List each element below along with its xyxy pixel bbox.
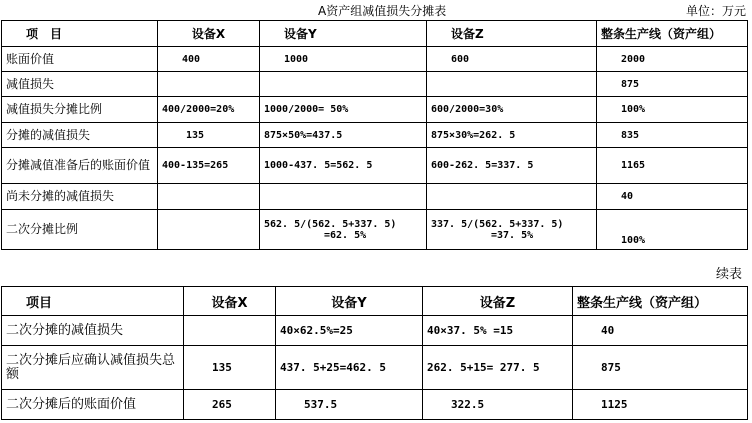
cell-y bbox=[260, 184, 427, 210]
cell-total: 1165 bbox=[597, 148, 748, 184]
cell-y: 40×62.5%=25 bbox=[276, 316, 423, 346]
cell-z: 600-262. 5=337. 5 bbox=[427, 148, 597, 184]
row-label: 二次分摊后的账面价值 bbox=[2, 390, 184, 420]
cell-total: 1125 bbox=[573, 390, 748, 420]
cell-z: 322.5 bbox=[423, 390, 573, 420]
header-y: 设备Y bbox=[260, 21, 427, 47]
cell-y bbox=[260, 210, 427, 250]
cell-z: 262. 5+15= 277. 5 bbox=[423, 346, 573, 390]
cell-z bbox=[427, 210, 597, 250]
cell-y: 437. 5+25=462. 5 bbox=[276, 346, 423, 390]
cell-x bbox=[158, 72, 260, 97]
row-label: 二次分摊的减值损失 bbox=[2, 316, 184, 346]
table-row bbox=[2, 346, 748, 390]
row-label: 二次分摊比例 bbox=[2, 210, 158, 250]
cell-z: 600/2000=30% bbox=[427, 97, 597, 123]
cell-y: 1000/2000= 50% bbox=[260, 97, 427, 123]
cell-y: 1000-437. 5=562. 5 bbox=[260, 148, 427, 184]
cell-y bbox=[260, 72, 427, 97]
cell-x bbox=[158, 210, 260, 250]
cell-y: 537.5 bbox=[276, 390, 423, 420]
table-row bbox=[2, 72, 748, 97]
unit-label: 单位：万元 bbox=[685, 4, 746, 18]
cell-x: 265 bbox=[184, 390, 276, 420]
cell-z bbox=[427, 72, 597, 97]
cell-total: 2000 bbox=[597, 47, 748, 72]
header-z: 设备Z bbox=[427, 21, 597, 47]
table-row bbox=[2, 184, 748, 210]
cell-x bbox=[158, 184, 260, 210]
table-row bbox=[2, 97, 748, 123]
allocation-table bbox=[1, 20, 748, 250]
row-label: 账面价值 bbox=[2, 47, 158, 72]
header-item: 项目 bbox=[2, 287, 184, 316]
cell-z bbox=[427, 184, 597, 210]
cell-z-line2: =37. 5% bbox=[491, 229, 534, 241]
cell-total: 100% bbox=[597, 97, 748, 123]
cell-z: 600 bbox=[427, 47, 597, 72]
row-label: 减值损失分摊比例 bbox=[2, 97, 158, 123]
cell-total: 875 bbox=[597, 72, 748, 97]
cell-y: 875×50%=437.5 bbox=[260, 123, 427, 148]
header-x: 设备X bbox=[184, 287, 276, 316]
cell-x: 400/2000=20% bbox=[158, 97, 260, 123]
cell-z: 875×30%=262. 5 bbox=[427, 123, 597, 148]
cell-total: 100% bbox=[597, 210, 748, 250]
table-header-row bbox=[2, 287, 748, 316]
row-label: 分摊的减值损失 bbox=[2, 123, 158, 148]
cell-total: 40 bbox=[573, 316, 748, 346]
header-total: 整条生产线（资产组） bbox=[573, 287, 748, 316]
cell-total: 40 bbox=[597, 184, 748, 210]
cell-total: 835 bbox=[597, 123, 748, 148]
cell-total: 875 bbox=[573, 346, 748, 390]
cell-y: 1000 bbox=[260, 47, 427, 72]
header-y: 设备Y bbox=[276, 287, 423, 316]
header-total: 整条生产线（资产组） bbox=[597, 21, 748, 47]
table-row bbox=[2, 47, 748, 72]
cell-x: 400-135=265 bbox=[158, 148, 260, 184]
continued-table bbox=[1, 286, 748, 420]
table-row bbox=[2, 316, 748, 346]
table-title: A资产组减值损失分摊表 bbox=[318, 4, 447, 18]
header-item: 项 目 bbox=[2, 21, 158, 47]
cell-x bbox=[184, 316, 276, 346]
row-label: 尚未分摊的减值损失 bbox=[2, 184, 158, 210]
row-label: 分摊减值准备后的账面价值 bbox=[2, 148, 158, 184]
cell-z-line1: 337. 5/(562. 5+337. 5) bbox=[431, 218, 564, 230]
header-z: 设备Z bbox=[423, 287, 573, 316]
continued-label: 续表 bbox=[715, 267, 742, 282]
table-row bbox=[2, 210, 748, 250]
cell-x: 135 bbox=[184, 346, 276, 390]
table-header-row bbox=[2, 21, 748, 47]
table-row bbox=[2, 148, 748, 184]
row-label: 二次分摊后应确认减值损失总额 bbox=[2, 346, 184, 390]
header-x: 设备X bbox=[158, 21, 260, 47]
cell-y-line1: 562. 5/(562. 5+337. 5) bbox=[264, 218, 397, 230]
cell-x: 400 bbox=[158, 47, 260, 72]
table-row bbox=[2, 390, 748, 420]
cell-y-line2: =62. 5% bbox=[324, 229, 367, 241]
cell-x: 135 bbox=[158, 123, 260, 148]
row-label: 减值损失 bbox=[2, 72, 158, 97]
table-row bbox=[2, 123, 748, 148]
cell-z: 40×37. 5% =15 bbox=[423, 316, 573, 346]
